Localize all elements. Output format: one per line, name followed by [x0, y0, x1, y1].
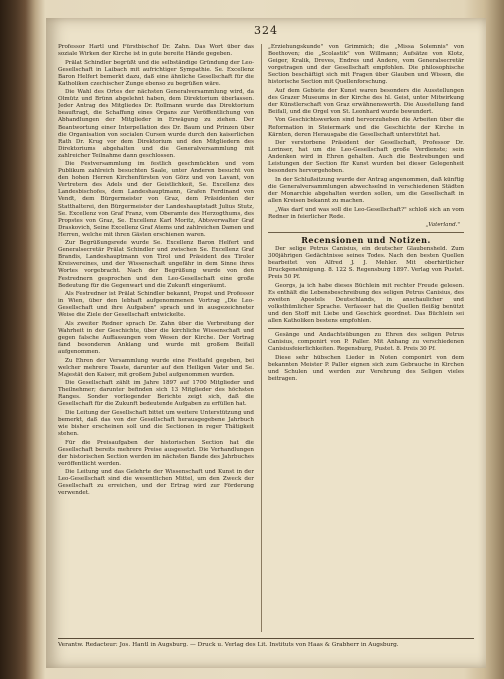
left-paragraph-8: Zu Ehren der Versammlung wurde eine Festtafel gegeben, bei welcher mehrere Toaste, darunter auf den Heiligen Vater und Se. Majestät den Kaiser, mit großem Jubel aufgenommen wurden. [58, 357, 254, 378]
review-2-title: Gesänge und Andachtsübungen zu Ehren des seligen Petrus Canisius, componirt von P. Paller. Mit Anhang zu verschiedenen Canisiusfeierlichkeiten. Regensburg, Pustet. 8. Preis 30 Pf. [268, 332, 464, 353]
article-signature: „Vaterland." [425, 222, 460, 229]
left-paragraph-4: Die Festversammlung im festlich geschmückten und vom Publikum zahlreich besuchten Saale, unter Anderen besucht von den hohen Herren Kirchenfürsten von Görz und von Lavant, von Vertretern des Adels und der Geistlichkeit, Se. Excellenz des Landesbischofes, dem Landeshauptmann, Grafen Ferdinand von Vendt, dem Bürgermeister von Graz, dem Präsidenten der Statthalterei, den Bürgermeister der Landeshauptstadt Julius Stutz, Se. Excellenz von Graf Franz, vom Oberamte des Herzogthums, des Propstes von Graz, Se. Excellenz Karl Moritz, Abtsverwalter Graf Draskovich, Seine Excellenz Graf Atems und zahlreichen Damen und Herren, welche mit ihren Gästen erschienen waren. [58, 161, 254, 238]
left-paragraph-11: Für die Preisaufgaben der historischen Section hat die Gesellschaft bereits mehrere Preise ausgesetzt. Die Verhandlungen der historischen Section werden im nächsten Bande des Jahrbuches veröffentlicht werden. [58, 439, 254, 467]
right-paragraph-1: „Erziehungskunde" von Grimmich; die „Missa Solemnis" von Beethoven; die „Scolastik" von Willmann; Aufsätze von Klotz, Geiger, Kralik, Dreves, Endres und Andere, vom Generalsecretär vorgetragen und der Gesellschaft empfohlen. Die philosophische Section beschäftigt sich mit Fragen über Glauben und Wissen, die historische Section mit Quellenforschung. [268, 44, 464, 86]
review-1-body: Georgs, ja ich habe dieses Büchlein mit rechter Freude gelesen. Es enthält die Lebensbeschreibung des seligen Petrus Canisius, des zweiten Apostels Deutschlands, in anschaulicher und volksthümlicher Sprache. Verfasser hat die Quellen fleißig benützt und den Stoff mit Liebe und Geschick geordnet. Das Büchlein sei allen Katholiken bestens empfohlen. [268, 282, 464, 325]
left-paragraph-6: Als Festredner ist Prälat Schindler bekannt, Propst und Professor in Wien, über den lebhaft aufgenommenen Vortrag „Die Leo-Gesellschaft und ihre Aufgaben" sprach und in ausgezeichneter Weise die Ziele der Gesellschaft entwickelte. [58, 291, 254, 319]
section-rule [268, 232, 464, 233]
left-paragraph-2: Prälat Schindler begrüßt und die selbständige Gründung der Leo-Gesellschaft in Laibach mit aufrichtiger Sympathie. Se. Excellenz Baron Helfert bemerkt dazu, daß eine ähnliche Gesellschaft für die Katholiken czechischer Zunge ebenso zu begrüßen wäre. [58, 59, 254, 87]
right-paragraph-3: Von Geschichtswerken sind hervorzuheben die Arbeiten über die Reformation in Steiermark und die Geschichte der Kirche in Kärnten, deren Herausgabe die Gesellschaft unterstützt hat. [268, 117, 464, 138]
left-paragraph-5: Zur Begrüßungsrede wurde Se. Excellenz Baron Helfert und Generalsecretär Prälat Schindler und zwischen Se. Excellenz Graf Brandis, Landeshauptmann von Tirol und Präsident des Tiroler Kreisvereines, und der Wissenschaft ungefähr in dem Sinne ihres Wortes vorgebracht. Nach der Begrüßung wurde von den Festrednern gesprochen und den Leo-Gesellschaft eine große Bedeutung für die Gegenwart und die Zukunft eingeräumt. [58, 240, 254, 289]
review-2-body: Diese sehr hübschen Lieder in Noten componirt von dem bekannten Meister P. Paller eignen sich zum Gebrauche in Kirchen und Schulen und werden zur Verehrung des Seligen vieles beitragen. [268, 354, 464, 383]
left-column [58, 44, 254, 632]
left-paragraph-10: Die Leitung der Gesellschaft bittet um weitere Unterstützung und bemerkt, daß das von der Gesellschaft herausgegebene Jahrbuch wie bisher erscheinen soll und die Sectionen in reger Thätigkeit stehen. [58, 409, 254, 437]
left-paragraph-1: Professor Hartl und Fürstbischof Dr. Zahn. Das Wort über das soziale Wirken der Kirche ist in gute bereite Hände gegeben. [58, 44, 254, 58]
page [46, 18, 486, 668]
left-paragraph-12: Die Leitung und das Gelehrte der Wissenschaft und Kunst in der Leo-Gesellschaft sind die wesentlichen Mittel, um den Zweck der Gesellschaft zu erreichen, und der Ertrag wird zur Förderung verwendet. [58, 469, 254, 497]
right-paragraph-2: Auf dem Gebiete der Kunst waren besonders die Ausstellungen des Grazer Museums in der Kirche des hl. Geist, unter Mitwirkung der Künstlerschaft von Graz erwähnenswerth. Die Ausstellung fand Beifall, und die Orgel von St. Leonhard wurde bewundert. [268, 87, 464, 115]
right-column [268, 44, 464, 632]
imprint-footer: Verantw. Redacteur: Jos. Hantl in Augsburg. — Druck u. Verlag des Lit. Instituts von Haas & Grabherr in Augsburg. [58, 638, 474, 649]
review-1-title: Der selige Petrus Canisius, ein deutscher Glaubensheld. Zum 300jährigen Gedächtnisse seines Todes. Nach den besten Quellen bearbeitet von Alfred J. J. Mehler. Mit oberhirtlicher Druckgenehmigung. 8. 122 S. Regensburg 1897. Verlag von Pustet. Preis 50 Pf. [268, 246, 464, 281]
left-paragraph-3: Die Wahl des Ortes der nächsten Generalversammlung wird, da Olmütz und Brünn abgelehnt haben, dem Direktorium überlassen. Jeder Antrag des Mitgliedes Dr. Rollmann wurde das Direktorium beauftragt, die Schaffung eines Organs zur Veröffentlichung von Abhandlungen der Mitglieder in Erwägung zu ziehen. Der Beantwortung einer Interpellation des Dr. Baum und Prinzen über die Organisation von socialen Cursen wurde durch den kaiserlichen Rath Dr. Krug vor dem Direktorium und den Mitgliedern des Direktoriums abgehalten und die Generalversammlung mit zahlreicher Teilnahme dann geschlossen. [58, 89, 254, 159]
right-paragraph-6: „Was darf und was soll die Leo-Gesellschaft?" schloß sich an vom Redner in feierlicher Rede. [268, 206, 464, 220]
right-paragraph-4: Der verstorbene Präsident der Gesellschaft, Professor Dr. Lorinser, hat um die Leo-Gesellschaft große Verdienste; sein Andenken wird in Ehren gehalten. Auch die Bestrebungen und Leistungen der Section für Kunst wurden bei dieser Gelegenheit besonders hervorgehoben. [268, 140, 464, 175]
reviews-heading: Recensionen und Notizen. [301, 235, 431, 246]
review-rule [268, 328, 464, 329]
left-paragraph-7: Als zweiter Redner sprach Dr. Zahn über die Verbreitung der Wahrheit in der Geschichte, über die kirchliche Wissenschaft und gegen falsche Auffassungen vom Wesen der Kirche. Der Vortrag fand besonderen Anklang und wurde mit großem Beifall aufgenommen. [58, 320, 254, 355]
column-divider [261, 44, 262, 632]
page-number: 324 [254, 24, 278, 37]
right-paragraph-5: In der Schlußsitzung wurde der Antrag angenommen, daß künftig die Generalversammlungen abwechselnd in verschiedenen Städten der Monarchie abgehalten werden sollen, um die Gesellschaft in allen Kreisen bekannt zu machen. [268, 176, 464, 204]
left-paragraph-9: Die Gesellschaft zählt im Jahre 1897 auf 1700 Mitglieder und Theilnehmer; darunter befinden sich 13 Mitglieder des höchsten Ranges. Sonder vorliegender Berichte zeigt sich, daß die Gesellschaft für die Zukunft bedeutende Aufgaben zu erfüllen hat. [58, 380, 254, 408]
